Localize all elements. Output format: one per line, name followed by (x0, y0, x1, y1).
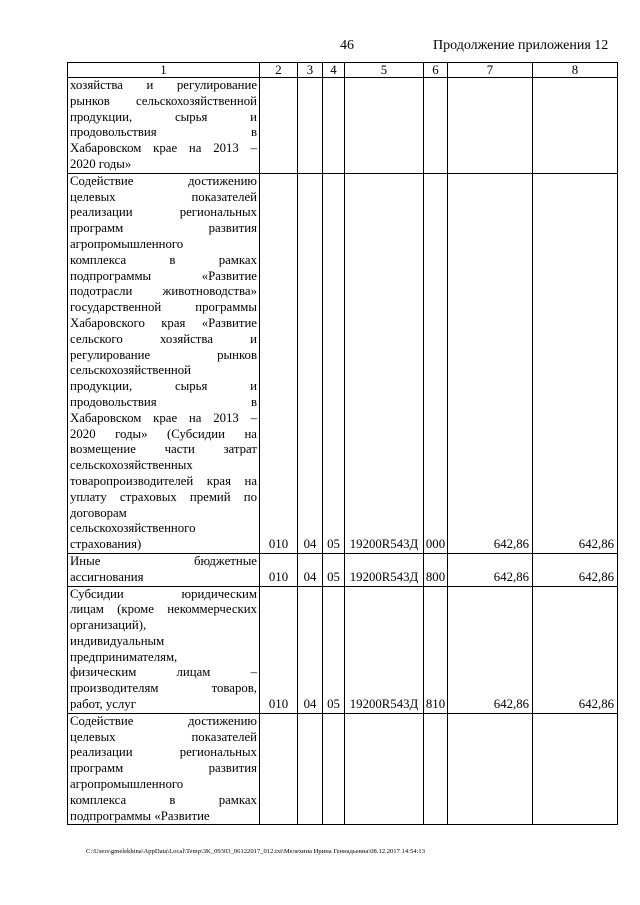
amount-col8 (533, 713, 618, 825)
code-section (298, 713, 323, 825)
description-line: работ, услуг (70, 697, 136, 712)
amount-col7 (448, 78, 533, 174)
table-row (68, 78, 618, 174)
description-line: продовольствия в (70, 394, 257, 409)
description-line: возмещение части затрат (70, 442, 257, 457)
description-line: производителям товаров, (70, 681, 257, 696)
table-row (68, 586, 618, 713)
code-section: 04 (298, 586, 323, 713)
description-line: продукции, сырья и (70, 379, 257, 394)
row-description (68, 586, 260, 713)
description-line: агропромышленного (70, 236, 184, 251)
description-line: комплекса в рамках (70, 252, 257, 267)
table-row (68, 713, 618, 825)
description-line: агропромышленного (70, 777, 184, 792)
description-line: реализации региональных (70, 745, 257, 760)
description-line: страхования) (70, 537, 142, 552)
code-subsection (323, 78, 345, 174)
description-line: уплату страховых премий по (70, 489, 257, 504)
row-description (68, 713, 260, 825)
description-line: регулирование рынков (70, 347, 257, 362)
amount-col8 (533, 78, 618, 174)
code-subsection: 05 (323, 553, 345, 586)
code-expense-type (424, 713, 448, 825)
code-section: 04 (298, 553, 323, 586)
amount-col7 (448, 713, 533, 825)
code-subsection: 05 (323, 173, 345, 553)
description-line: сельскохозяйственного (70, 521, 196, 536)
code-section: 04 (298, 173, 323, 553)
col-header-8: 8 (533, 63, 618, 78)
description-line: ассигнования (70, 569, 144, 584)
description-line: Хабаровском крае на 2013 – (70, 141, 257, 156)
description-line: Субсидии юридическим (70, 586, 257, 601)
col-header-5: 5 (345, 63, 424, 78)
description-line: 2020 годы» (Субсидии на (70, 426, 257, 441)
description-line: программ развития (70, 761, 257, 776)
code-target-article (345, 78, 424, 174)
description-line: предпринимателям, (70, 649, 178, 664)
code-ministry (260, 713, 298, 825)
description-line: товаропроизводителей края на (70, 473, 257, 488)
code-subsection (323, 713, 345, 825)
description-line: государственной программы (70, 300, 257, 315)
code-section (298, 78, 323, 174)
col-header-4: 4 (323, 63, 345, 78)
col-header-6: 6 (424, 63, 448, 78)
description-line: физическим лицам – (70, 665, 257, 680)
code-target-article: 19200R543Д (345, 586, 424, 713)
description-line: сельского хозяйства и (70, 331, 257, 346)
code-target-article (345, 713, 424, 825)
amount-col7: 642,86 (448, 586, 533, 713)
description-line: целевых показателей (70, 729, 257, 744)
amount-col7: 642,86 (448, 173, 533, 553)
description-line: Содействие достижению (70, 173, 257, 188)
code-ministry (260, 78, 298, 174)
description-line: продовольствия в (70, 125, 257, 140)
description-line: индивидуальным (70, 633, 165, 648)
description-line: Иные бюджетные (70, 553, 257, 568)
table-row (68, 173, 618, 553)
amount-col8: 642,86 (533, 173, 618, 553)
description-line: реализации региональных (70, 205, 257, 220)
description-line: целевых показателей (70, 189, 257, 204)
row-description (68, 78, 260, 174)
row-description (68, 173, 260, 553)
col-header-2: 2 (260, 63, 298, 78)
code-ministry: 010 (260, 586, 298, 713)
description-line: Хабаровском крае на 2013 – (70, 410, 257, 425)
page-number: 46 (340, 38, 354, 53)
description-line: сельскохозяйственных (70, 458, 193, 473)
code-subsection: 05 (323, 586, 345, 713)
description-line: подпрограммы «Развитие (70, 808, 210, 823)
code-expense-type (424, 78, 448, 174)
table-row (68, 553, 618, 586)
description-line: программ развития (70, 221, 257, 236)
description-line: Содействие достижению (70, 713, 257, 728)
col-header-3: 3 (298, 63, 323, 78)
code-expense-type: 000 (424, 173, 448, 553)
code-ministry: 010 (260, 553, 298, 586)
code-target-article: 19200R543Д (345, 173, 424, 553)
amount-col8: 642,86 (533, 553, 618, 586)
col-header-7: 7 (448, 63, 533, 78)
code-target-article: 19200R543Д (345, 553, 424, 586)
description-line: Хабаровского края «Развитие (70, 315, 257, 330)
code-expense-type: 810 (424, 586, 448, 713)
amount-col7: 642,86 (448, 553, 533, 586)
description-line: подотрасли животноводства» (70, 284, 257, 299)
description-line: продукции, сырья и (70, 109, 257, 124)
code-ministry: 010 (260, 173, 298, 553)
description-line: договорам (70, 505, 127, 520)
table-header-row (68, 63, 618, 78)
description-line: лицам (кроме некоммерческих (70, 602, 257, 617)
description-line: хозяйства и регулирование (70, 78, 257, 92)
continuation-label: Продолжение приложения 12 (433, 38, 609, 53)
code-expense-type: 800 (424, 553, 448, 586)
description-line: комплекса в рамках (70, 792, 257, 807)
budget-table (67, 62, 618, 825)
row-description (68, 553, 260, 586)
description-line: рынков сельскохозяйственной (70, 93, 257, 108)
file-path-footer: C:\Users\gmelekhina\AppData\Local\Temp\3K_09303_06122017_012.txt\Мелехина Ирина Геннадьевна\08.12.2017 14:54:13 (86, 848, 425, 855)
description-line: подпрограммы «Развитие (70, 268, 257, 283)
description-line: сельскохозяйственной (70, 363, 192, 378)
amount-col8: 642,86 (533, 586, 618, 713)
description-line: 2020 годы» (70, 156, 132, 171)
col-header-1: 1 (68, 63, 260, 78)
description-line: организаций), (70, 618, 147, 633)
